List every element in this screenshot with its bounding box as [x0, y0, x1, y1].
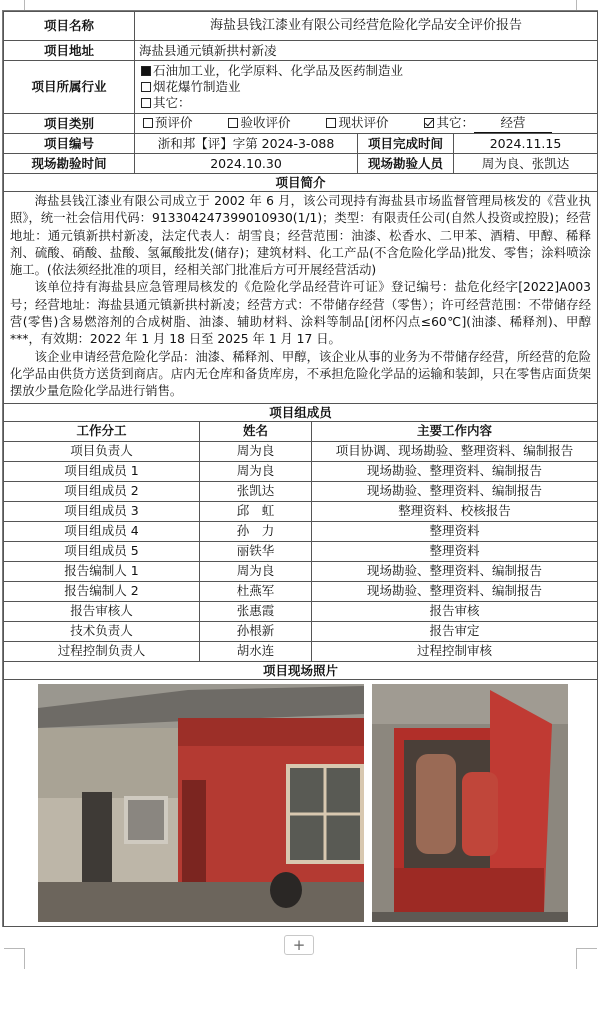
survey-people-label: 现场勘验人员 [358, 154, 454, 174]
site-photo-building [38, 684, 364, 922]
member-duty: 报告审定 [312, 621, 598, 641]
member-name: 孙根新 [200, 621, 312, 641]
address-label: 项目地址 [4, 41, 135, 61]
table-row [4, 501, 598, 521]
industry-label: 项目所属行业 [4, 61, 135, 114]
checkbox[interactable] [141, 98, 151, 108]
industry-option: 其它： [141, 95, 591, 111]
member-duty: 整理资料、校核报告 [312, 501, 598, 521]
checkbox[interactable] [141, 82, 151, 92]
complete-time-label: 项目完成时间 [358, 134, 454, 154]
member-duty: 现场勘验、整理资料、编制报告 [312, 481, 598, 501]
member-duty: 现场勘验、整理资料、编制报告 [312, 581, 598, 601]
table-row [4, 561, 598, 581]
document-page [2, 10, 598, 927]
intro-paragraph: 该单位持有海盐县应急管理局核发的《危险化学品经营许可证》登记编号：盐危化经字[2022]A003 号；经营地址：海盐县通元镇新拱村新凌；经营方式：不带储存经营（零售）；许可经营范围：不带储存经营(零售)含易燃溶剂的合成树脂、油漆、辅助材料、涂料等制品[闭杯闪点≤60℃](油漆、稀释剂)、甲醇***，有效期：2022 年 1 月 18 日至 2025 年 1 月 17 日。 [10, 280, 591, 347]
member-duty: 报告审核 [312, 601, 598, 621]
intro-body [4, 192, 598, 404]
member-name: 张惠霞 [200, 601, 312, 621]
survey-time-label: 现场勘验时间 [4, 154, 135, 174]
project-number: 浙和邦【评】字第 2024-3-088 [135, 134, 358, 154]
table-row [4, 641, 598, 661]
complete-time: 2024.11.15 [454, 134, 598, 154]
type-option: 预评价 [155, 115, 193, 130]
industry-option: 石油加工业，化学原料、化学品及医药制造业 [141, 63, 591, 79]
type-option: 验收评价 [240, 115, 291, 130]
member-role: 技术负责人 [4, 621, 200, 641]
site-photo-cabinet [372, 684, 568, 922]
member-role: 报告审核人 [4, 601, 200, 621]
member-role: 项目组成员 1 [4, 461, 200, 481]
member-name: 胡水连 [200, 641, 312, 661]
checkbox[interactable] [143, 118, 153, 128]
member-duty: 现场勘验、整理资料、编制报告 [312, 561, 598, 581]
page-corner-mark [4, 948, 25, 969]
intro-paragraph: 该企业申请经营危险化学品：油漆、稀释剂、甲醇，该企业从事的业务为不带储存经营，所经营的危险化学品由供货方送货到商店。店内无仓库和备货库房，不承担危险化学品的运输和装卸，只在零售店面货架摆放少量危险化学品进行销售。 [10, 349, 591, 399]
checkbox[interactable] [228, 118, 238, 128]
project-name-label: 项目名称 [4, 12, 135, 41]
type-options [135, 114, 598, 134]
type-option: 现状评价 [338, 115, 389, 130]
member-name: 邱 虹 [200, 501, 312, 521]
table-row [4, 621, 598, 641]
members-table [3, 421, 598, 927]
member-role: 项目组成员 5 [4, 541, 200, 561]
member-name: 孙 力 [200, 521, 312, 541]
info-table [3, 11, 598, 422]
members-col-header: 姓名 [200, 421, 312, 441]
member-role: 过程控制负责人 [4, 641, 200, 661]
survey-time: 2024.10.30 [135, 154, 358, 174]
member-name: 周为良 [200, 441, 312, 461]
member-duty: 项目协调、现场勘验、整理资料、编制报告 [312, 441, 598, 461]
member-name: 杜燕军 [200, 581, 312, 601]
member-role: 项目组成员 4 [4, 521, 200, 541]
add-page-button[interactable]: + [284, 935, 314, 955]
member-duty: 整理资料 [312, 541, 598, 561]
member-role: 项目负责人 [4, 441, 200, 461]
table-row [4, 461, 598, 481]
member-name: 张凯达 [200, 481, 312, 501]
member-role: 项目组成员 3 [4, 501, 200, 521]
member-duty: 过程控制审核 [312, 641, 598, 661]
intro-paragraph: 海盐县钱江漆业有限公司成立于 2002 年 6 月，该公司现持有海盐县市场监督管理局核发的《营业执照》，统一社会信用代码：913304247399010930(1/1)；类型：有限责任公司(自然人投资或控股)；经营地址：通元镇新拱村新凌，法定代表人：胡雪良；经营范围：油漆、松香水、二甲苯、酒精、甲醇、稀释剂、硫酸、硝酸、盐酸、氢氟酸批发(储存)；建筑材料、化工产品(不含危险化学品)批发、零售；涂料喷涂施工。(依法须经批准的项目，经相关部门批准后方可开展经营活动) [10, 194, 591, 278]
members-title: 项目组成员 [4, 403, 598, 421]
table-row [4, 521, 598, 541]
members-col-header: 主要工作内容 [312, 421, 598, 441]
member-duty: 整理资料 [312, 521, 598, 541]
photos-cell [4, 679, 598, 926]
member-duty: 现场勘验、整理资料、编制报告 [312, 461, 598, 481]
checkbox-ticked[interactable] [424, 118, 434, 128]
page-corner-mark [576, 948, 597, 969]
project-name: 海盐县钱江漆业有限公司经营危险化学品安全评价报告 [135, 12, 598, 41]
table-row [4, 481, 598, 501]
industry-option: 烟花爆竹制造业 [141, 79, 591, 95]
member-name: 周为良 [200, 461, 312, 481]
industry-options [135, 61, 598, 114]
members-col-header: 工作分工 [4, 421, 200, 441]
checkbox-checked[interactable] [141, 66, 151, 76]
member-name: 周为良 [200, 561, 312, 581]
member-name: 丽铁华 [200, 541, 312, 561]
member-role: 报告编制人 1 [4, 561, 200, 581]
survey-people: 周为良、张凯达 [454, 154, 598, 174]
number-label: 项目编号 [4, 134, 135, 154]
table-row [4, 441, 598, 461]
type-label: 项目类别 [4, 114, 135, 134]
type-other-value: 经营 [474, 114, 552, 133]
address: 海盐县通元镇新拱村新凌 [135, 41, 598, 61]
photos-title: 项目现场照片 [4, 661, 598, 679]
member-role: 报告编制人 2 [4, 581, 200, 601]
table-row [4, 581, 598, 601]
member-role: 项目组成员 2 [4, 481, 200, 501]
table-row [4, 541, 598, 561]
intro-title: 项目简介 [4, 174, 598, 192]
type-other-label: 其它： [436, 115, 474, 130]
table-row [4, 601, 598, 621]
checkbox[interactable] [326, 118, 336, 128]
